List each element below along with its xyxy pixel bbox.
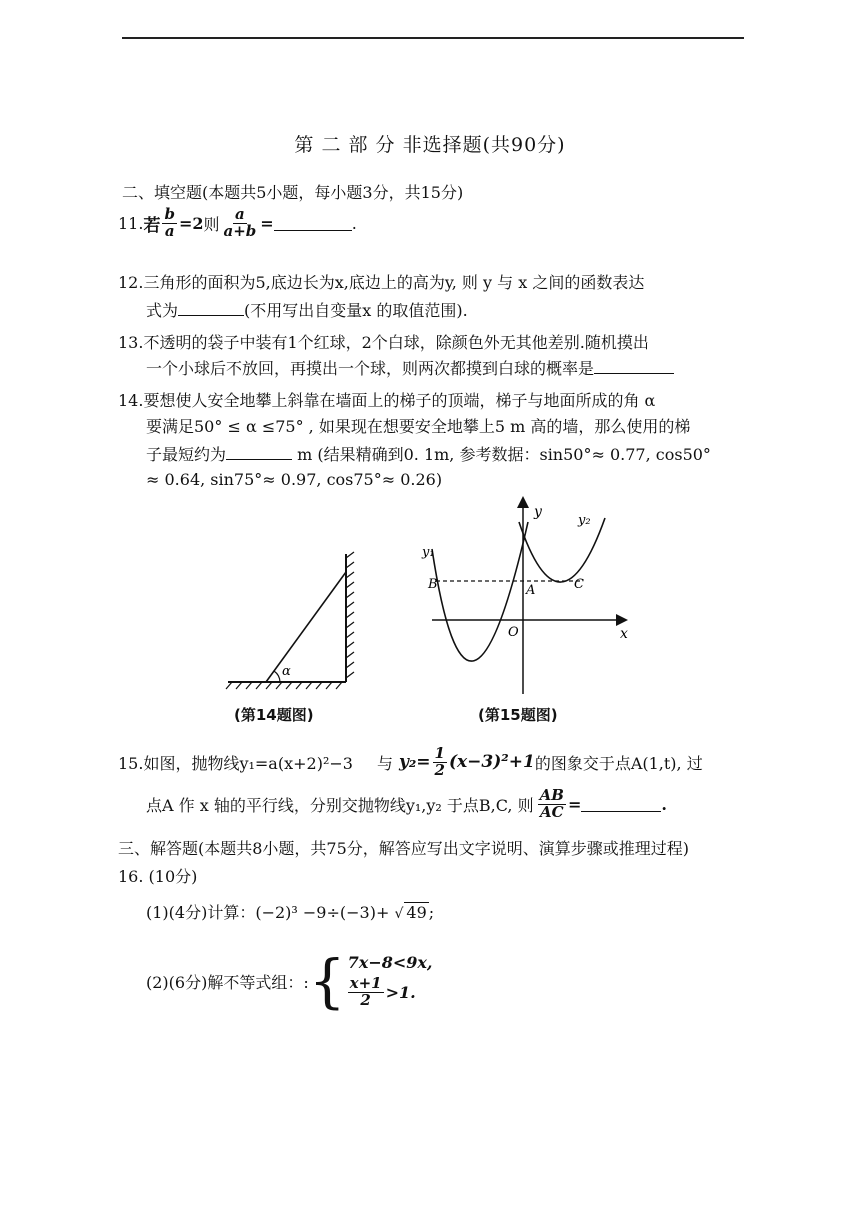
question-16-part1: (1)(4分)计算：(−2)³ −9÷(−3)+ √ 49 ; bbox=[146, 903, 435, 922]
question-15-line2: 点A 作 x 轴的平行线，分别交抛物线y₁,y₂ 于点B,C, 则 $\frac{AB}{AC}$ = . bbox=[146, 786, 667, 821]
answer-blank-12[interactable] bbox=[178, 301, 244, 316]
fill-in-heading: 二、填空题(本题共5小题，每小题3分，共15分) bbox=[122, 183, 464, 202]
wall-hatch bbox=[346, 552, 354, 678]
x-axis-label: x bbox=[620, 626, 628, 642]
angle-alpha-label: α bbox=[282, 664, 291, 679]
answer-blank-13[interactable] bbox=[594, 359, 674, 374]
y1-label: y₁ bbox=[422, 545, 435, 560]
section-title: 第 二 部 分 非选择题(共90分) bbox=[294, 134, 566, 156]
question-14-line3: 子最短约为 m (结果精确到0. 1m, 参考数据：sin50°≈ 0.77, cos50° bbox=[146, 445, 711, 464]
question-14-line2: 要满足50° ≤ α ≤75° , 如果现在想要安全地攀上5 m 高的墙，那么使用的梯 bbox=[146, 417, 691, 436]
figure-14-caption: (第14题图) bbox=[234, 706, 314, 724]
figure-15-parabolas bbox=[412, 494, 644, 704]
parabola-y2 bbox=[519, 518, 605, 582]
question-13-line1: 13.不透明的袋子中装有1个红球，2个白球，除颜色外无其他差别.随机摸出 bbox=[118, 333, 649, 352]
ladder-line bbox=[266, 572, 346, 682]
question-12-line2: 式为 (不用写出自变量x 的取值范围). bbox=[146, 301, 468, 320]
question-14-line1: 14.要想使人安全地攀上斜靠在墙面上的梯子的顶端，梯子与地面所成的角 α bbox=[118, 391, 656, 410]
y-axis-label: y bbox=[534, 504, 542, 520]
fraction-b-over-a: $\frac{b}{a}$ bbox=[164, 205, 175, 240]
fraction-a-over-a-plus-b: $\frac{a}{a+b}$ bbox=[223, 205, 257, 240]
point-a-label: A bbox=[526, 583, 536, 598]
parabola-y1 bbox=[432, 522, 528, 661]
inequality-system: { 7x−8<9x, $\frac{x+1}{2}$ >1. bbox=[308, 947, 433, 1015]
top-rule bbox=[122, 37, 744, 39]
answers-heading: 三、解答题(本题共8小题，共75分，解答应写出文字说明、演算步骤或推理过程) bbox=[118, 839, 690, 858]
angle-arc bbox=[274, 671, 280, 682]
point-b-label: B bbox=[428, 577, 438, 592]
answer-blank-11[interactable] bbox=[274, 216, 352, 231]
question-11: 11. 若 $\frac{b}{a}$ =2 则 $\frac{a}{a+b}$ = . bbox=[118, 205, 357, 240]
question-13-line2: 一个小球后不放回，再摸出一个球，则两次都摸到白球的概率是 bbox=[146, 356, 674, 379]
figure-14-ladder bbox=[220, 548, 360, 693]
answer-blank-14[interactable] bbox=[226, 445, 292, 460]
question-15-line1: 15.如图，抛物线y₁=a(x+2)²−3 与 y₂= $\frac{1}{2}$ (x−3)²+1 的图象交于点A(1,t), 过 bbox=[118, 744, 703, 779]
question-14-line4: ≈ 0.64, sin75°≈ 0.97, cos75°≈ 0.26) bbox=[146, 470, 443, 489]
fraction-one-half: $\frac{1}{2}$ bbox=[434, 744, 445, 779]
point-c-label: C bbox=[574, 577, 584, 592]
ground-hatch bbox=[226, 682, 342, 689]
question-16-head: 16. (10分) bbox=[118, 867, 198, 886]
answer-blank-15[interactable] bbox=[581, 797, 661, 812]
figure-15-caption: (第15题图) bbox=[478, 706, 558, 724]
question-12-line1: 12.三角形的面积为5,底边长为x,底边上的高为y, 则 y 与 x 之间的函数表达 bbox=[118, 273, 645, 292]
fraction-ab-over-ac: $\frac{AB}{AC}$ bbox=[539, 786, 564, 821]
y2-label: y₂ bbox=[578, 513, 591, 528]
question-16-part2: (2)(6分)解不等式组：: { 7x−8<9x, $\frac{x+1}{2}$ >1. bbox=[146, 947, 433, 1015]
origin-label: O bbox=[508, 625, 519, 640]
